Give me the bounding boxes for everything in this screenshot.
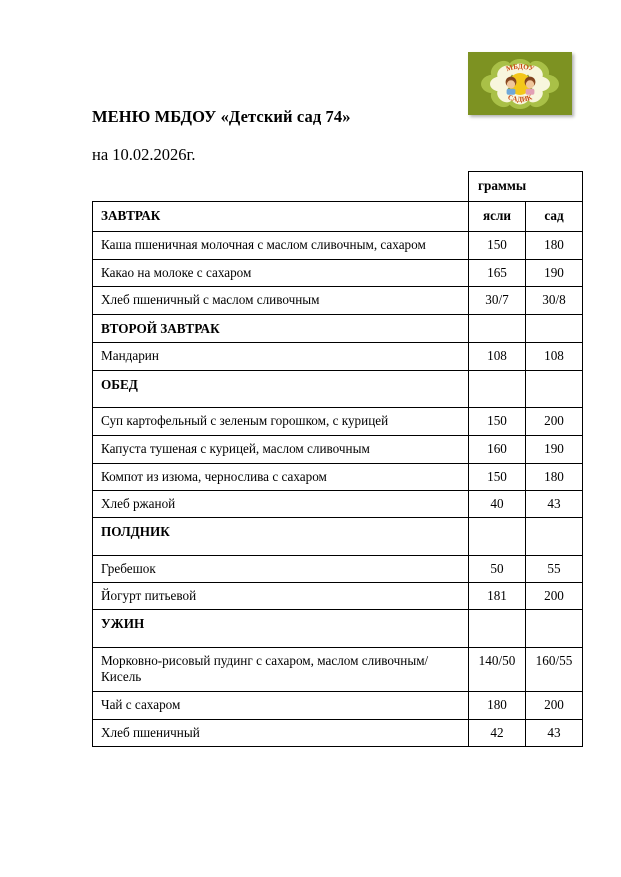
dish-name-cell: Каша пшеничная молочная с маслом сливочным, сахаром <box>93 231 469 259</box>
dish-nursery-cell: 40 <box>469 490 526 517</box>
dish-garden-cell: 30/8 <box>526 287 583 314</box>
dish-nursery-cell: 150 <box>469 463 526 490</box>
dish-garden-cell: 180 <box>526 231 583 259</box>
dish-nursery-cell: 180 <box>469 692 526 719</box>
dish-nursery-cell: 150 <box>469 231 526 259</box>
table-row <box>93 436 583 463</box>
table-row <box>93 370 583 407</box>
dish-nursery-cell: 30/7 <box>469 287 526 314</box>
dish-name-cell: Чай с сахаром <box>93 692 469 719</box>
logo-text-bottom: САДИК <box>506 93 534 104</box>
section-nursery-cell <box>469 314 526 342</box>
section-garden-cell <box>526 314 583 342</box>
dish-nursery-cell: 108 <box>469 343 526 370</box>
table-row <box>93 231 583 259</box>
section-garden-cell <box>526 610 583 647</box>
dish-garden-cell: 200 <box>526 583 583 610</box>
dish-garden-cell: 190 <box>526 436 583 463</box>
dish-garden-cell: 200 <box>526 692 583 719</box>
dish-name-cell: Суп картофельный с зеленым горошком, с курицей <box>93 407 469 435</box>
dish-name-cell: Какао на молоке с сахаром <box>93 260 469 287</box>
menu-date: на 10.02.2026г. <box>92 145 196 164</box>
dish-garden-cell: 55 <box>526 555 583 582</box>
table-row <box>93 610 583 647</box>
dish-nursery-cell: 42 <box>469 719 526 746</box>
dish-garden-cell: 43 <box>526 490 583 517</box>
dish-name-cell: Хлеб ржаной <box>93 490 469 517</box>
dish-name-cell: Йогурт питьевой <box>93 583 469 610</box>
units-header-cell <box>469 172 583 202</box>
table-row-units-header <box>93 172 583 202</box>
section-header-second-breakfast: ВТОРОЙ ЗАВТРАК <box>93 314 469 342</box>
column-header-nursery: ясли <box>469 202 526 231</box>
section-header-afternoon-snack: ПОЛДНИК <box>93 518 469 555</box>
dish-nursery-cell: 140/50 <box>469 647 526 692</box>
dish-name-cell: Гребешок <box>93 555 469 582</box>
section-header-dinner: УЖИН <box>93 610 469 647</box>
dish-nursery-cell: 181 <box>469 583 526 610</box>
spacer-cell <box>93 172 469 202</box>
section-nursery-cell <box>469 610 526 647</box>
page-title: МЕНЮ МБДОУ «Детский сад 74» <box>92 107 351 126</box>
dish-nursery-cell: 50 <box>469 555 526 582</box>
table-row <box>93 518 583 555</box>
units-header-label: граммы <box>478 178 527 193</box>
table-row <box>93 692 583 719</box>
section-header-lunch: ОБЕД <box>93 370 469 407</box>
dish-nursery-cell: 150 <box>469 407 526 435</box>
dish-nursery-cell: 165 <box>469 260 526 287</box>
dish-name-cell: Хлеб пшеничный <box>93 719 469 746</box>
kindergarten-logo <box>468 52 572 115</box>
table-row <box>93 647 583 692</box>
column-header-garden: сад <box>526 202 583 231</box>
dish-garden-cell: 108 <box>526 343 583 370</box>
menu-table <box>92 171 583 747</box>
table-row <box>93 719 583 746</box>
table-row <box>93 583 583 610</box>
logo-text-top: МБДОУ <box>505 62 536 74</box>
dish-name-cell: Компот из изюма, чернослива с сахаром <box>93 463 469 490</box>
kindergarten-flower-logo-graphic <box>468 52 572 115</box>
table-row <box>93 407 583 435</box>
section-header-breakfast: ЗАВТРАК <box>93 202 469 231</box>
dish-garden-cell: 190 <box>526 260 583 287</box>
table-row <box>93 343 583 370</box>
table-row <box>93 260 583 287</box>
section-garden-cell <box>526 518 583 555</box>
dish-garden-cell: 200 <box>526 407 583 435</box>
table-row <box>93 202 583 231</box>
section-nursery-cell <box>469 370 526 407</box>
dish-name-cell: Мандарин <box>93 343 469 370</box>
dish-garden-cell: 160/55 <box>526 647 583 692</box>
dish-name-cell: Хлеб пшеничный с маслом сливочным <box>93 287 469 314</box>
dish-nursery-cell: 160 <box>469 436 526 463</box>
dish-name-cell: Капуста тушеная с курицей, маслом сливочным <box>93 436 469 463</box>
dish-name-cell: Морковно-рисовый пудинг с сахаром, маслом сливочным/Кисель <box>93 647 469 692</box>
table-row <box>93 490 583 517</box>
dish-garden-cell: 180 <box>526 463 583 490</box>
table-row <box>93 287 583 314</box>
section-garden-cell <box>526 370 583 407</box>
dish-garden-cell: 43 <box>526 719 583 746</box>
table-row <box>93 314 583 342</box>
table-row <box>93 555 583 582</box>
section-nursery-cell <box>469 518 526 555</box>
table-row <box>93 463 583 490</box>
